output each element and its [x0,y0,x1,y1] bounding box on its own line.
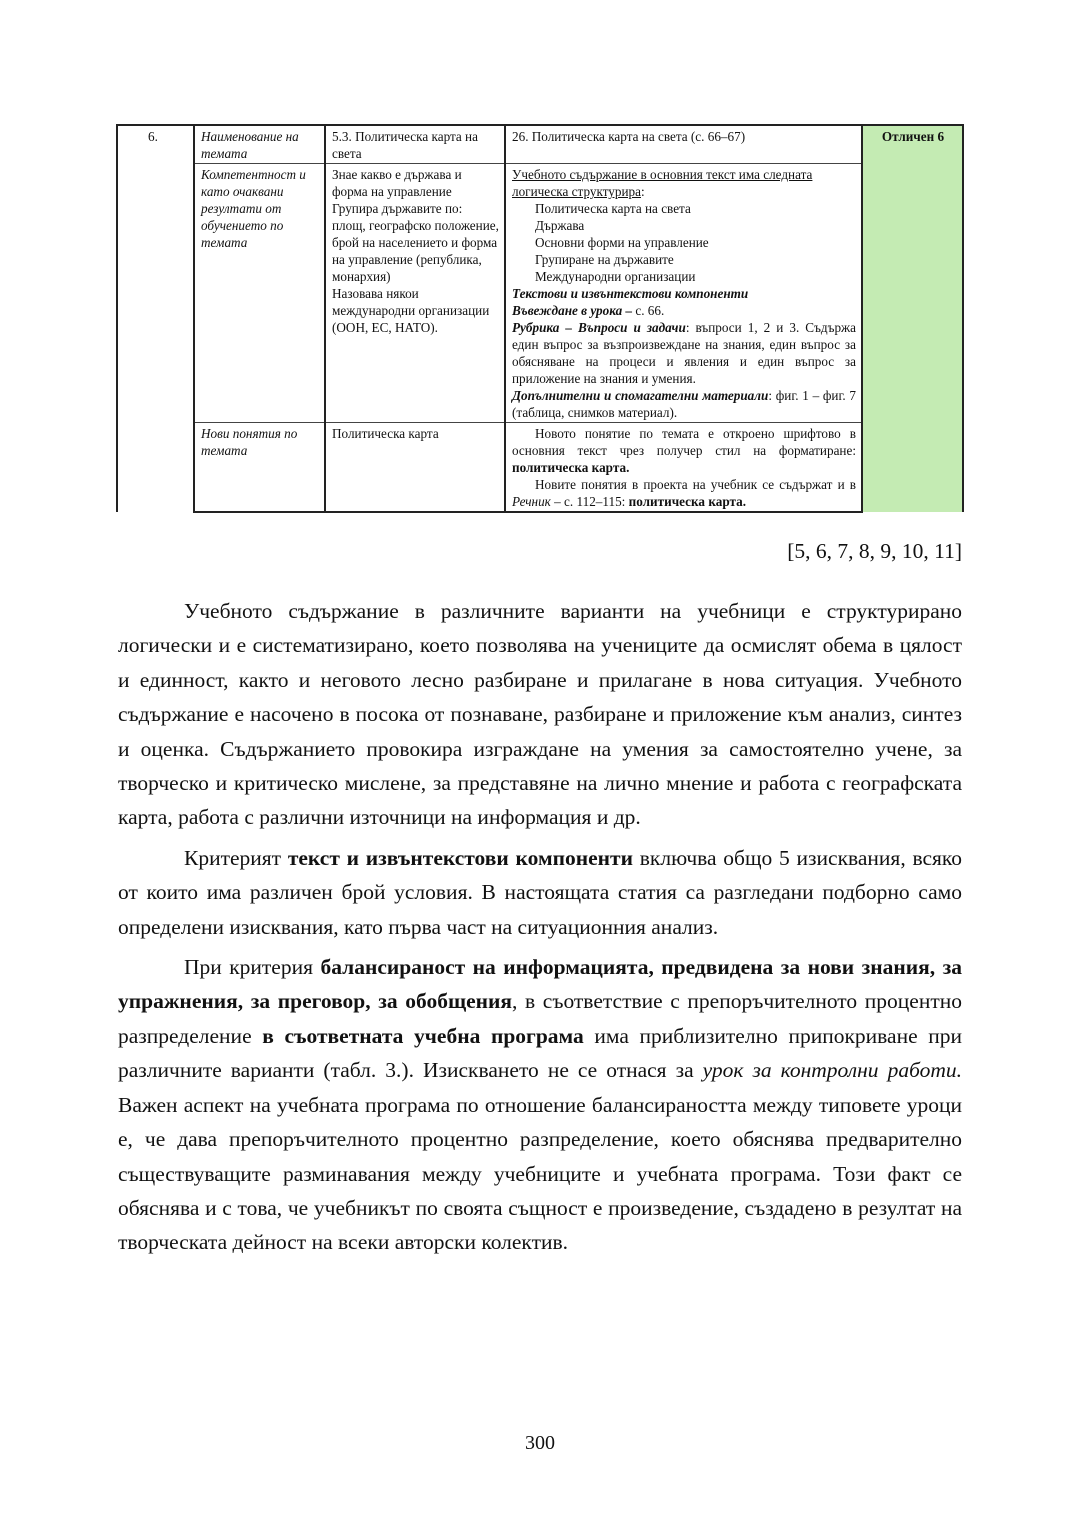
page-number: 300 [525,1432,555,1454]
topic-textbook-cell: 26. Политическа карта на света (с. 66–67) [505,125,862,164]
paragraph: При критерия балансираност на информацията, предвидена за нови знания, за упражнения, за преговор, за обобщения, в съответствие с препоръчителното процентно разпределение в съответната учебна програма има приблизително припокриване при различните варианти (табл. 3.). Изискването не се отнася за урок за контролни работи. Важен аспект на учебната програма по отношение балансираността между типовете уроци е, че дава препоръчителното процентно разпределение, което обяснява предварително съществуващите разминавания между учебниците и учебната програма. Този факт се обяснява и с това, че учебникът по своята същност е произведение, създадено в резултат на творческата дейност на всеки авторски колектив. [118,955,962,1255]
structure-item: Групиране на държавите [535,252,674,267]
structure-item: Държава [535,218,585,233]
new-concepts-program-cell: Политическа карта [325,423,505,513]
structure-item: Политическа карта на света [535,201,691,216]
table-row-competence [117,164,963,423]
structure-intro: Учебното съдържание в основния текст има следната логическа структурира: [512,167,813,199]
row-number-cell [117,125,194,512]
competence-line: Групира държавите по: площ, географско положение, брой на населението и форма на управление (република, монархия) [332,201,499,284]
structure-item: Основни форми на управление [535,235,709,250]
row-number: 6. [148,129,158,144]
rubric-text: Рубрика – Въпроси и задачи: въпроси 1, 2 и 3. Съдържа един въпрос за възпроизвеждане на знания, един въпрос за обясняване на процеси и явления и един въпрос за приложение на знания и умения. [512,320,856,386]
paragraph: Критерият текст и извънтекстови компоненти включва общо 5 изисквания, всяко от които има различен брой условия. В настоящата статия са разгледани подборно само определени изисквания, като първа част на ситуационния анализ. [118,845,963,939]
body-text [118,594,962,1266]
competence-line: Знае какво е държава и форма на управление [332,167,462,199]
new-concepts-label-cell: Нови понятия по темата [194,423,325,513]
new-concepts-para: Новото понятие по темата е откроено шрифтово в основния текст чрез получер стил на форматиране: политическа карта. [512,426,856,475]
new-concepts-textbook-cell [505,423,862,513]
table-row-topic [117,125,963,164]
paragraph: Учебното съдържание в различните варианти на учебници е структурирано логически и е систематизирано, което позволява на учениците да осмислят обема в цялост и единност, както и неговото лесно разбиране и прилагане в нова ситуация. Учебното съдържание е насочено в посока от познаване, разбиране и приложение към анализ, синтез и оценка. Съдържанието провокира изграждане на умения за самостоятелно учене, за творческо и критическо мислене, за представяне на лично мнение и работа с географската карта, работа с различни източници на информация и др. [118,599,962,830]
intro-line: Въвеждане в урока – с. 66. [512,303,665,318]
components-heading: Текстови и извънтекстови компоненти [512,286,749,301]
competence-program-cell [325,164,505,423]
topic-program-cell: 5.3. Политическа карта на света [325,125,505,164]
new-concepts-para: Новите понятия в проекта на учебник се съдържат и в Речник – с. 112–115: политическа карта. [512,477,856,509]
references: [5, 6, 7, 8, 9, 10, 11] [787,539,962,563]
competence-textbook-cell [505,164,862,423]
topic-label-cell: Наименование на темата [194,125,325,164]
table-row-new-concepts [117,423,963,513]
additional-materials-text: Допълнителни и спомагателни материали: фиг. 1 – фиг. 7 (таблица, снимков материал). [512,388,856,420]
competence-line: Назовава някои международни организации (ООН, ЕС, НАТО). [332,286,490,335]
grade-value: Отличен 6 [881,129,945,144]
evaluation-table [116,124,964,513]
structure-item: Международни организации [535,269,696,284]
competence-label-cell: Компетентност и като очаквани резултати от обучението по темата [194,164,325,423]
grade-cell [862,125,963,512]
